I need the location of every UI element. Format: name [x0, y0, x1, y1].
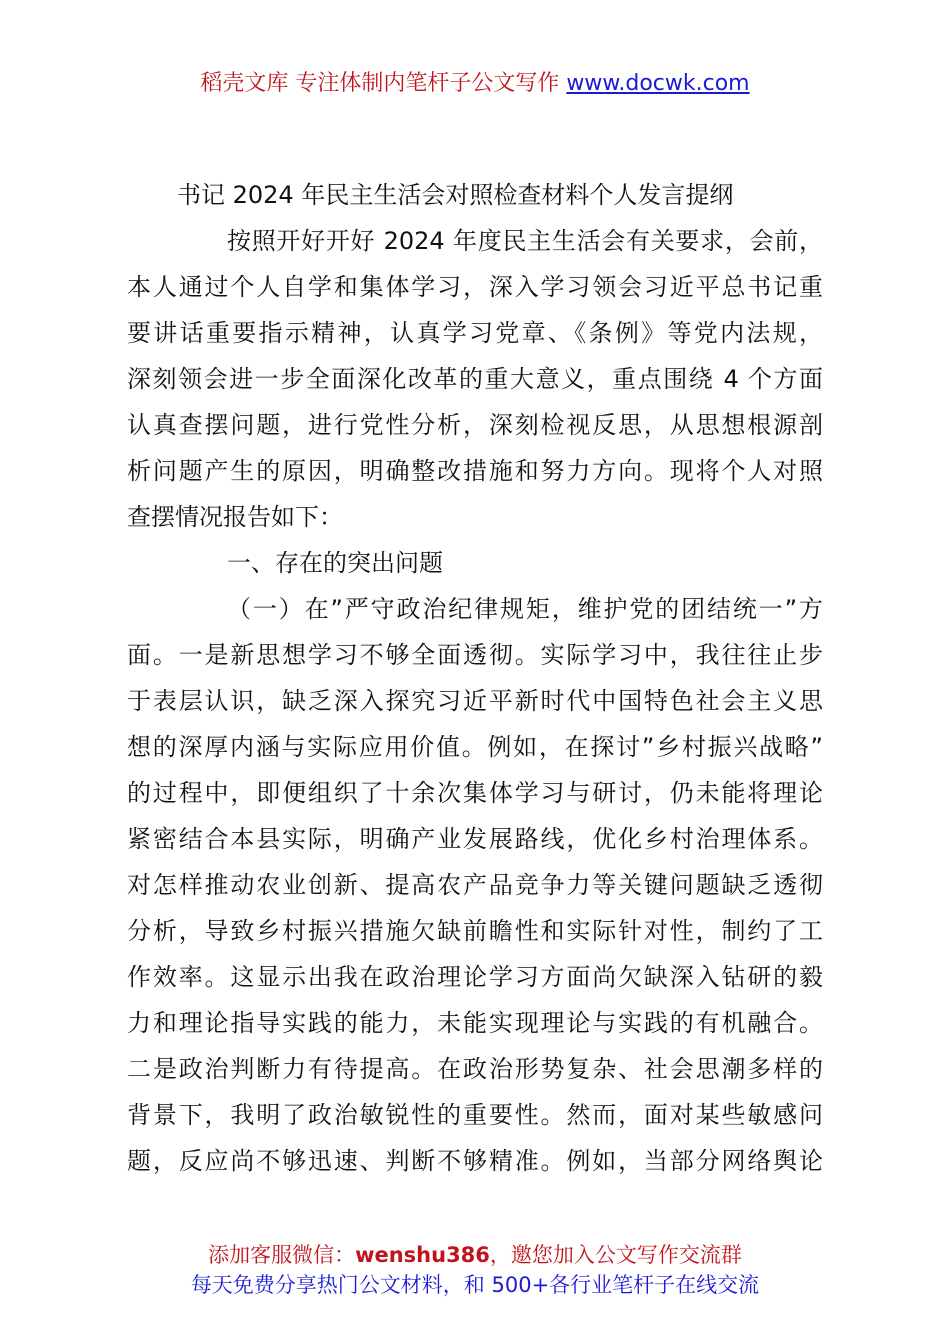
text-line: 分析，导致乡村振兴措施欠缺前瞻性和实际针对性，制约了工 [127, 917, 823, 945]
text-line: （一）在”严守政治纪律规矩，维护党的团结统一”方 [227, 595, 823, 623]
text-line: 紧密结合本县实际，明确产业发展路线，优化乡村治理体系。 [127, 825, 823, 853]
header-brand: 稻壳文库 专注体制内笔杆子公文写作 [200, 71, 567, 96]
text-line: 力和理论指导实践的能力，未能实现理论与实践的有机融合。 [127, 1009, 823, 1037]
text-line: 认真查摆问题，进行党性分析，深刻检视反思，从思想根源剖 [127, 411, 823, 439]
text-line: 查摆情况报告如下： [127, 503, 343, 531]
footer-wechat-id: wenshu386 [355, 1243, 490, 1267]
text-line: 要讲话重要指示精神，认真学习党章、《条例》等党内法规， [127, 319, 823, 347]
header-site-link[interactable]: www.docwk.com [566, 71, 750, 96]
footer-promo-line: 每天免费分享热门公文材料，和 500+各行业笔杆子在线交流 [190, 1273, 760, 1297]
text-line: 面。一是新思想学习不够全面透彻。实际学习中，我往往止步 [127, 641, 823, 669]
text-line: 对怎样推动农业创新、提高农产品竞争力等关键问题缺乏透彻 [127, 871, 823, 899]
page-header [0, 68, 950, 100]
text-line: 按照开好开好 2024 年度民主生活会有关要求，会前， [227, 227, 823, 255]
text-line: 于表层认识，缺乏深入探究习近平新时代中国特色社会主义思 [127, 687, 823, 715]
document-title: 书记 2024 年民主生活会对照检查材料个人发言提纲 [177, 181, 734, 209]
footer-contact-prefix: 添加客服微信： [208, 1243, 356, 1267]
text-line: 作效率。这显示出我在政治理论学习方面尚欠缺深入钻研的毅 [127, 963, 823, 991]
text-line: 题，反应尚不够迅速、判断不够精准。例如，当部分网络舆论 [127, 1147, 823, 1175]
text-line: 本人通过个人自学和集体学习，深入学习领会习近平总书记重 [127, 273, 823, 301]
text-line: 二是政治判断力有待提高。在政治形势复杂、社会思潮多样的 [127, 1055, 823, 1083]
footer-contact-suffix: ，邀您加入公文写作交流群 [489, 1243, 742, 1267]
document-body [127, 172, 823, 1184]
section-heading: 一、存在的突出问题 [227, 549, 443, 577]
text-line: 的过程中，即便组织了十余次集体学习与研讨，仍未能将理论 [127, 779, 823, 807]
text-line: 析问题产生的原因，明确整改措施和努力方向。现将个人对照 [127, 457, 823, 485]
page-footer [0, 1240, 950, 1300]
footer-contact-line [0, 1240, 950, 1270]
text-line: 想的深厚内涵与实际应用价值。例如，在探讨”乡村振兴战略” [127, 733, 823, 761]
text-line: 深刻领会进一步全面深化改革的重大意义，重点围绕 4 个方面 [127, 365, 823, 393]
text-line: 背景下，我明了政治敏锐性的重要性。然而，面对某些敏感问 [127, 1101, 823, 1129]
